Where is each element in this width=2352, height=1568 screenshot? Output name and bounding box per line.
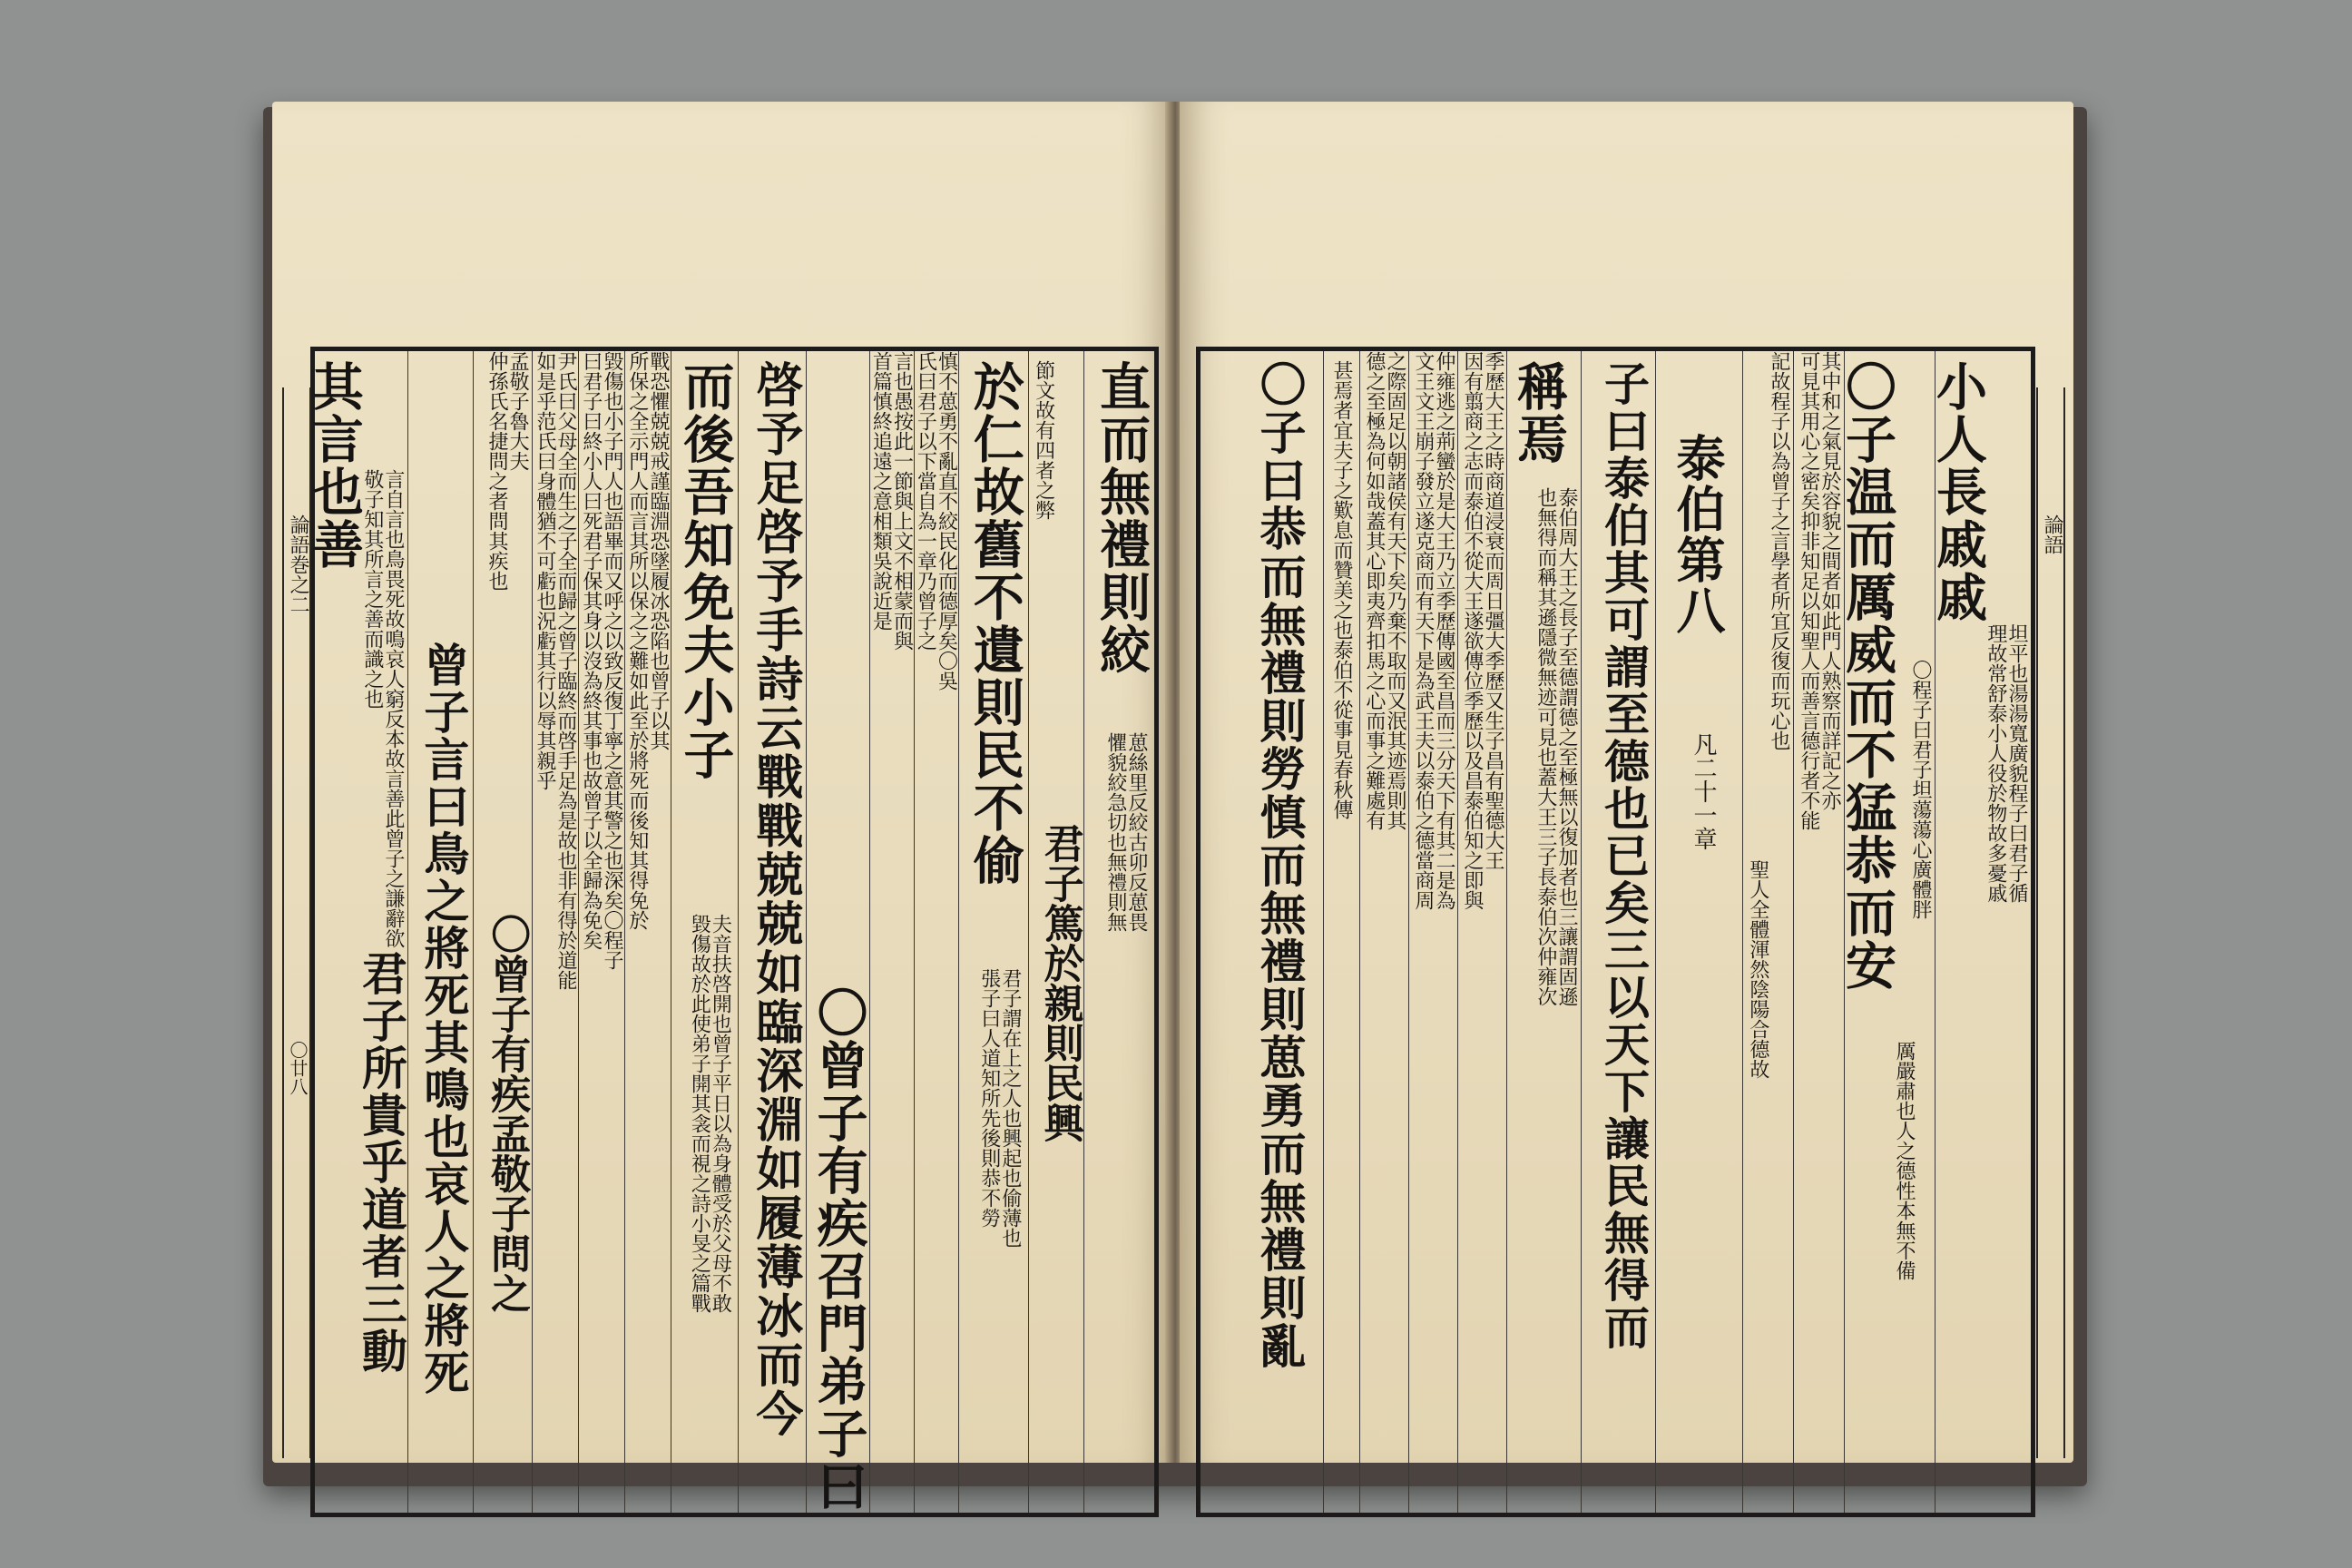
gloss-b: 如是乎范氏曰身體猶不可虧也況虧其行以辱其親乎 [533, 351, 556, 790]
gloss-pair [486, 351, 528, 591]
column-l14 [304, 351, 408, 1513]
gloss-a: 其中和之氣見於容貌之間者如此門人熟察而詳記之亦 [1818, 351, 1841, 810]
chapter-count: 凡二十一章 [1690, 732, 1717, 850]
gloss-pair [1462, 351, 1504, 910]
gloss-pair [1535, 487, 1577, 1006]
column-c3 [1793, 351, 1844, 1513]
gloss-b: 德之至極為何如哉蓋其心即夷齊扣馬之心而事之難處有 [1362, 351, 1386, 830]
gloss-pair [1413, 351, 1455, 910]
gloss-b: 理故常舒泰小人役於物故多憂戚 [1984, 623, 2007, 903]
column-c5 [1655, 351, 1742, 1513]
column-l8 [671, 351, 738, 1513]
gloss-pair [627, 351, 669, 930]
gloss-b: 仲孫氏名捷問之者問其疾也 [485, 351, 508, 591]
column-l3 [958, 351, 1027, 1513]
gloss-pair [689, 914, 730, 1313]
gloss-b: 因有翦商之志而泰伯不從大王遂欲傳位季歷以及昌泰伯知之即與 [1460, 351, 1484, 910]
gloss-pair [1105, 732, 1147, 932]
gloss-a: 言也愚按此一節與上文不相蒙而與 [890, 351, 914, 651]
gloss-b: 首篇慎終追遠之意相類吳說近是 [869, 351, 893, 631]
column-l6 [806, 351, 870, 1513]
main-text: 稱焉 [1509, 360, 1569, 466]
gloss-pair [870, 351, 912, 651]
gloss-a: 夫音扶啓開也曾子平日以為身體受於父母不敢 [709, 914, 732, 1313]
gloss-a: 季歷大王之時商道浸衰而周日彊大季歷又生子昌有聖德大王 [1482, 351, 1504, 870]
main-text: 子曰泰伯其可謂至德也已矣三以天下讓民無得而 [1597, 360, 1651, 1351]
main-text: 〇子温而厲威而不猛恭而安 [1838, 360, 1897, 992]
gloss-b: 張子曰人道知所先後則恭不勞 [977, 968, 1001, 1228]
gloss-b: 也無得而稱其遜隱微無迹可見也蓋大王三子長泰伯次仲雍次 [1534, 487, 1557, 1006]
gloss-a: 之際固足以朝諸侯有天下矣乃棄不取而又泯其迹焉則其 [1384, 351, 1406, 830]
main-text: 直而無禮則絞 [1092, 360, 1152, 676]
gloss-a: 仲雍逃之荊蠻於是大王乃立季歷傳國至昌而三分天下有其二是為 [1433, 351, 1455, 910]
right-text-frame [1196, 347, 2064, 1517]
gloss-a: 葸絲里反絞古卯反葸畏 [1125, 732, 1148, 932]
column-l2 [1028, 351, 1083, 1513]
main-text: 〇曾子有疾孟敬子問之 [484, 914, 531, 1313]
column-l4 [914, 351, 958, 1513]
main-text-2: 君子所貴乎道者三動 [354, 950, 408, 1375]
gloss-a: 節文故有四者之弊 [1032, 360, 1055, 520]
gloss-b: 可見其用心之密矣抑非知足以知聖人而善言德行者不能 [1797, 351, 1820, 830]
gloss-b: 曰君子曰終小人曰死君子保其身以沒為終其事也故曾子以全歸為免矣 [579, 351, 603, 950]
column-c10 [1359, 351, 1408, 1513]
column-l11 [532, 351, 578, 1513]
main-text: 而後吾知免夫小子 [675, 360, 736, 781]
gloss-pair [1748, 351, 1789, 1079]
gloss-b: 懼貌絞急切也無禮則無 [1103, 732, 1127, 932]
gloss-a: 〇程子曰君子坦蕩蕩心廣體胖 [1909, 660, 1932, 919]
right-page [1180, 102, 2073, 1463]
gloss-a: 坦平也湯湯寬廣貌程子曰君子循 [2005, 623, 2028, 903]
main-text: 〇子曰恭而無禮則勞慎而無禮則葸勇而無禮則亂 [1251, 360, 1306, 1370]
gloss-b: 毀傷故於此使弟子開其衾而視之詩小旻之篇戰 [688, 914, 711, 1313]
gloss-pair [362, 469, 404, 948]
gloss-pair [534, 351, 576, 990]
gloss-a: 記故程子以為曾子之言學者所宜反復而玩心也 [1768, 351, 1790, 750]
column-l5 [869, 351, 914, 1513]
left-columns [304, 351, 1154, 1513]
right-columns [1200, 351, 2031, 1513]
gloss-b: 氏曰君子以下當自為一章乃曾子之 [914, 351, 937, 651]
gloss-b: 敬子知其所言之善而識之也 [360, 469, 384, 709]
left-folio: 〇廿八 [287, 1041, 309, 1095]
column-l13 [407, 351, 474, 1513]
gloss-b: 文王文王崩子發立遂克商而有天下是為武王夫以泰伯之德當商周 [1411, 351, 1435, 910]
gloss-pair [581, 351, 622, 970]
gloss-pair [915, 351, 956, 691]
gloss-b: 厲嚴肅也人之德性本無不備 [1893, 1041, 1916, 1280]
right-margin-title: 論語 [2041, 514, 2064, 554]
column-l12 [473, 351, 532, 1513]
column-l7 [738, 351, 805, 1513]
column-c8 [1457, 351, 1506, 1513]
column-c6 [1581, 351, 1655, 1513]
right-hanshin-margin [2036, 387, 2065, 1458]
main-text: 啓予足啓予手詩云戰戰兢兢如臨深淵如履薄冰而今 [747, 360, 803, 1438]
gloss-a: 孟敬子魯大夫 [506, 351, 530, 471]
column-c4 [1742, 351, 1793, 1513]
gloss-b: 聖人全體渾然陰陽合德故 [1746, 859, 1769, 1079]
column-l9 [624, 351, 671, 1513]
column-c2 [1838, 351, 1935, 1513]
gloss-a: 君子謂在上之人也興起也偷薄也 [998, 968, 1022, 1248]
chapter-title: 泰伯第八 [1669, 433, 1727, 636]
column-c12 [1221, 351, 1323, 1513]
gloss-a: 尹氏曰父母全而生之子全而歸之曾子臨終而啓手足為是故也非有得於道能 [554, 351, 578, 990]
gloss-a: 言自言也鳥畏死故鳴哀人窮反本故言善此曾子之謙辭欲 [381, 469, 405, 948]
left-margin-title: 論語巻之二 [287, 514, 310, 614]
left-text-frame [287, 347, 1159, 1517]
left-page [272, 102, 1171, 1513]
main-text: 君子篤於親則民興 [1036, 823, 1083, 1142]
main-text: 小人長戚戚 [1928, 360, 1988, 623]
gloss-a: 毀傷也小子門人也語畢而又呼之以致反復丁寧之意其警之也深矣〇程子 [601, 351, 623, 970]
gloss-pair [1364, 351, 1406, 830]
gloss-a: 甚焉者宜夫子之歎息而贊美之也泰伯不從事見春秋傳 [1330, 360, 1353, 819]
column-c11 [1323, 351, 1359, 1513]
gloss-a: 慎不葸勇不亂直不絞民化而德厚矣〇吳 [935, 351, 958, 691]
gloss-a: 戰恐懼兢兢戒謹臨淵恐墜履冰恐陷也曾子以其 [646, 351, 670, 750]
gloss-pair [979, 968, 1021, 1248]
main-text: 其言也善 [304, 360, 365, 571]
column-l10 [578, 351, 624, 1513]
column-c7 [1506, 351, 1581, 1513]
column-c1 [1928, 351, 2031, 1513]
column-l1 [1083, 351, 1154, 1513]
gloss-b: 所保之全示門人而言其所以保之之難如此至於將死而後知其得免於 [625, 351, 649, 930]
gloss-pair [1798, 351, 1840, 830]
main-text: 曾子言曰鳥之將死其鳴也哀人之將死 [416, 642, 471, 1396]
main-text: 於仁故舊不遺則民不偷 [965, 360, 1025, 887]
gloss-a: 泰伯周大王之長子至德謂德之至極無以復加者也三讓謂固遜 [1555, 487, 1578, 1006]
main-text: 〇曾子有疾召門弟子曰 [808, 986, 869, 1513]
gloss-pair [1985, 623, 2027, 903]
column-c9 [1408, 351, 1457, 1513]
